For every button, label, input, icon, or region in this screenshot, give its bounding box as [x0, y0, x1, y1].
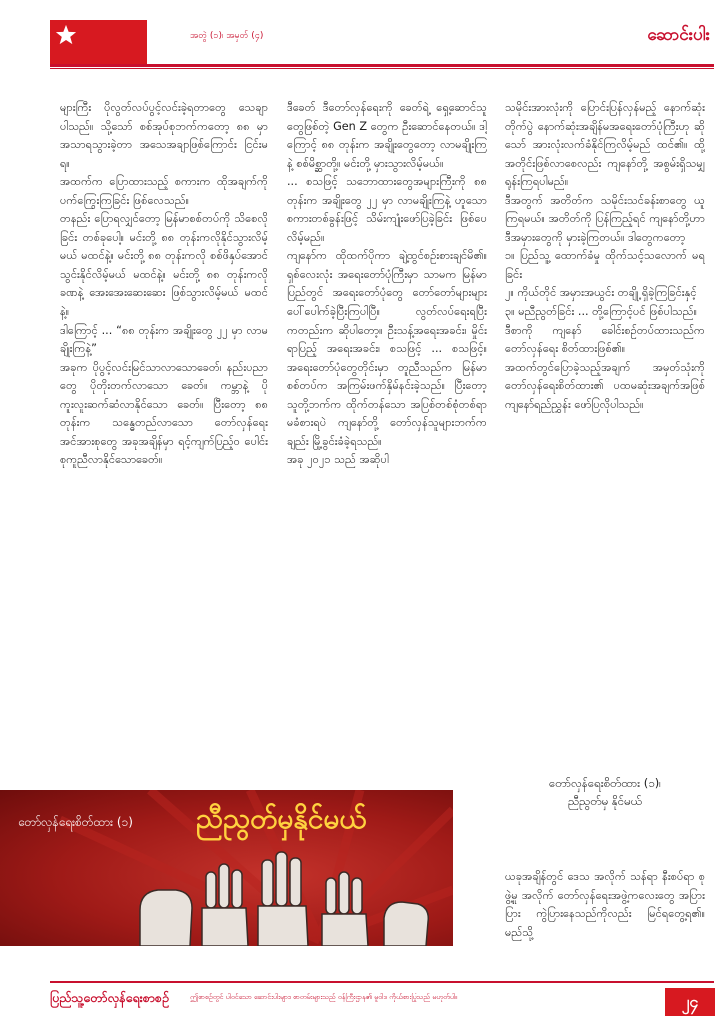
paragraph: များကြီး ပိုလွတ်လပ်ပွင့်လင်းခဲ့ရတာတွေ သေချာပါသည်။ သို့သော် စစ်အုပ်စုဘက်ကတော့ ၈၈ မှာ အသာရသွားခဲ့တာ အသေအချာဖြစ်ကြောင်း ငြင်းမရ။	[60, 101, 268, 170]
paragraph: ဒီအတွက် အတိတ်က သမိုင်းသင်ခန်းစာတွေ ယူကြရမယ်။ အတိတ်ကို ပြန်ကြည့်ရင် ကျနော်တို့ဟာ ဒီအမှားတွေကို မှားခဲ့ကြတယ်။ ဒါတွေကတော့	[505, 193, 705, 244]
paragraph: ဒီစာကို ကျနော် ခေါင်းစဥ်တပ်ထားသည်က တော်လှန်ရေး စိတ်ထားဖြစ်၏။	[505, 323, 705, 356]
paragraph: ... စသဖြင့် သဘောထားတွေအများကြီးကို ၈၈ တုန်းက အချိုးတွေ ၂၂ မှာ လာမချိုးကြနဲ့ ဟူသော စကားတစ်ခွန်းဖြင့် သိမ်းကျုံးဖော်ပြခဲ့ခြင်း ဖြစ်ပေလိမ့်မည်။	[287, 175, 487, 244]
subsection-title-line-2: ညီညွတ်မှ နိုင်မယ်	[568, 794, 642, 808]
article-column-4	[505, 868, 705, 963]
page-number: ၂၄	[665, 988, 715, 1016]
list-item: ၁။ ပြည်သူ့ ထောက်ခံမှု ထိုက်သင့်သလောက် မရခြင်း	[505, 249, 705, 281]
header-divider	[50, 64, 714, 67]
section-title: ဆောင်းပါး	[647, 25, 710, 45]
footer-disclaimer: ဤစာစဥ်တွင် ပါဝင်သော ဆောင်းပါးများ၊ စာတမ်းများသည် ဝန်ကြီးဌာန၏ မူဝါဒ ကိုယ်စားပြုသည် မဟုတ်ပါ။	[190, 993, 458, 1001]
banner-caption: တော်လှန်ရေးစိတ်ထား (၁)	[18, 815, 133, 829]
subsection-title-line-1: တော်လှန်ရေးစိတ်ထား (၁)၊	[548, 776, 662, 790]
article-column-1	[60, 99, 268, 759]
star-icon	[55, 24, 77, 46]
paragraph: တနည်း ပြောရလျှင်တော့ မြန်မာစစ်တပ်ကို သိစေလိုခြင်း တစ်ခုပေါ့။ မင်းတို့ ၈၈ တုန်းကလိုနိုင်သွားလိမ့်မယ် မထင်နဲ့။ မင်းတို့ ၈၈ တုန်းကလို စစ်ဖိနှပ်အောင် သွင်းနိုင်လိမ့်မယ် မထင်နဲ့။ မင်းတို့ ၈၈ တုန်းကလို ခဏနဲ့ အေးအေးဆေးဆေး ဖြစ်သွားလိမ့်မယ် မထင်နဲ့။	[60, 212, 268, 319]
footer-divider	[50, 981, 714, 983]
paragraph: အထက်က ပြောထားသည့် စကားက ထိုအချက်ကို ပက်ကြွေးကြခြင်း ဖြစ်လေသည်။	[60, 175, 268, 207]
flag-icon	[50, 20, 147, 64]
article-column-2	[287, 99, 487, 759]
paragraph: အခုက ပိုပွင့်လင်းမြင်သာလာသောခေတ်၊ နည်းပညာတွေ ပိုတိုးတက်လာသော ခေတ်။ ကမ္ဘာနဲ့ ပို ကူးလူးဆက်ဆံလာနိုင်သော ခေတ်။ ပြီးတော့ ၈၈ တုန်းက သန္ဓေတည်လာသော တော်လှန်ရေး အင်အားစုတွေ အခုအချိန်မှာ ရင့်ကျက်ပြည့်ဝ ပေါင်းစုကူညီလာနိုင်သောခေတ်။	[60, 360, 268, 467]
list-item: ၂။ ကိုယ်တိုင် အမှားအယွင်း တချို့ ရှိခဲ့ကြခြင်းနှင့်	[505, 286, 697, 300]
article-column-3	[505, 99, 705, 689]
list-item: ၃။ မညီညွတ်ခြင်း ... တို့ကြောင့်ပင် ဖြစ်ပါသည်။	[505, 305, 698, 319]
issue-label: အတွဲ (၁)၊ အမှတ် (၄)	[190, 31, 264, 41]
paragraph: ယခုအချိန်တွင် ဒေသ အလိုက် သန်ရာ နီးစပ်ရာ စုဖွဲ့မှု အလိုက် တော်လှန်ရေးအဖွဲ့ကလေးတွေ အပြားပြား ကွဲပြားနေသည်ကိုလည်း မြင်ရတွေ့ရ၏။ မည်သို့	[505, 870, 705, 939]
paragraph: သမိုင်းအားလုံးကို ပြောင်းပြန်လှန်မည့် နောက်ဆုံးတိုက်ပွဲ နောက်ဆုံးအချိန်မအရေးတော်ပုံကြီးဟု ဆိုသော် အားလုံးလက်ခံနိုင်ကြလိမ့်မည် ထင်၏။ ထို့အတိုင်းဖြစ်လာစေလည်း ကျနော်တို့ အစွမ်းရှိသမျှ ရုန်းကြရပါမည်။	[505, 101, 705, 189]
paragraph: ကျနော်က ထိုထက်ပိုကာ ချဲ့ထွင်စဥ်းစားချင်မိ၏။ ရှစ်လေးလုံး အရေးတော်ပုံကြီးမှာ သာမက မြန်မာပြည်တွင် အရေးတော်ပုံတွေ တော်တော်များများ ပေါ်ပေါက်ခဲ့ပြီးကြပါပြီ။ လွတ်လပ်ရေးရပြီး ကတည်းက ဆိုပါတော့။ ဦးသန့်အရေးအခင်း၊ မှိုင်းရာပြည့် အရေးအခင်း၊ စသဖြင့် ... စသဖြင့်။ အရေးတော်ပုံတွေတိုင်းမှာ တူညီသည်က မြန်မာစစ်တပ်က အကြမ်းဖက်နှိမ်နင်းခဲ့သည်။ ပြီးတော့ သူတို့ဘက်က ထိုက်တန်သော အပြစ်တစ်စုံတစ်ရာမခံစားရပဲ ကျနော်တို့ တော်လှန်သူများဘက်ကချည်း မြို့ခွင်းခံခဲ့ရသည်။	[287, 249, 487, 448]
banner-heading: ညီညွတ်မှနိုင်မယ်	[196, 802, 367, 835]
subsection-title	[505, 774, 705, 810]
banner-image	[0, 790, 453, 946]
publication-name: ပြည်သူ့တော်လှန်ရေးစာစဉ်	[50, 990, 169, 1005]
paragraph: ဒီခေတ် ဒီတော်လှန်ရေးကို ခေတ်ရဲ့ ရှေ့ဆောင်သူတွေဖြစ်တဲ့ Gen Z တွေက ဦးဆောင်နေတယ်။ ဒါ့ကြောင့် ၈၈ တုန်းက အချိုးတွေတော့ လာမချိုးကြနဲ့ စစ်မိစ္ဆာတို့။ မင်းတို့ မှားသွားလိမ့်မယ်။	[287, 101, 487, 170]
header-divider-thin	[50, 68, 714, 69]
paragraph: ဒါကြောင့် ... “၈၈ တုန်းက အချိုးတွေ ၂၂ မှာ လာမချိုးကြနဲ့”	[60, 323, 268, 356]
paragraph: အထက်တွင်ပြောခဲ့သည့်အချက် အမှတ်သုံးကို တော်လှန်ရေးစိတ်ထား၏ ပထမဆုံးအချက်အဖြစ် ကျနော်ရည်ညွှန်း ဖော်ပြလိုပါသည်။	[505, 360, 705, 411]
paragraph: အခု ၂၀၂၁ သည် အဆိုပါ	[287, 453, 389, 467]
